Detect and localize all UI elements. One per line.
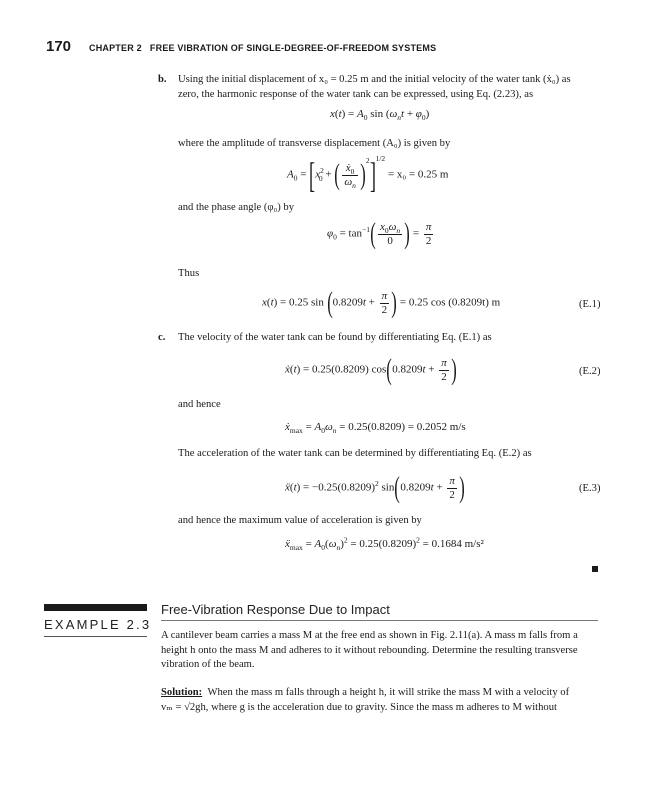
- example-body-line3: vibration of the beam.: [161, 659, 255, 670]
- running-head: [89, 43, 436, 53]
- part-b-intro-line2: zero, the harmonic response of the water tank can be expressed, using Eq. (2.23), as: [178, 88, 534, 100]
- end-of-example-mark: [592, 566, 598, 572]
- phase-text: and the phase angle (φ₀) by: [178, 202, 294, 213]
- part-c-intro: The velocity of the water tank can be found by differentiating Eq. (E.1) as: [178, 332, 492, 343]
- solution-label: Solution:: [161, 687, 203, 698]
- equation-amplitude: $A_0 = [x^2_0$ + ( $\frac{ẋ_0}{\omega_n}$ )$^2$]$^{1/2}$ = x₀ = 0.25 m: [287, 153, 449, 195]
- e3-label: (E.3): [579, 483, 601, 494]
- page-number: 170: [46, 38, 72, 55]
- thus-text: Thus: [178, 268, 200, 279]
- equation-e3: ẍ(t) = $-0.25(0.8209)^2$ sin(0.8209t + $\frac{\pi}{2}$ ): [285, 471, 465, 504]
- e2-label: (E.2): [579, 366, 601, 377]
- max-accel-text: and hence the maximum value of acceleration is given by: [178, 515, 422, 526]
- equation-amax: ẍ$_{max}$ = $A_0(\omega_n)^2 = 0.25(0.8209)^2 = 0.1684$ m/s²: [285, 535, 484, 553]
- solution-text-1: When the mass m falls through a height h, it will strike the mass M with a velocity of: [207, 687, 570, 698]
- part-c-label: c.: [158, 332, 166, 343]
- solution-line1: [161, 686, 601, 701]
- vmax-value: = 0.25(0.8209) = 0.2052 m/s: [339, 421, 466, 433]
- equation-e1: x(t) = 0.25 sin (0.8209t + $\frac{\pi}{2}$ ) = 0.25 cos (0.8209t) m: [262, 286, 501, 319]
- part-b-intro-line1: Using the initial displacement of x₀ = 0.25 m and the initial velocity of the water tank (ẋ₀) as: [178, 74, 571, 85]
- accel-intro: The acceleration of the water tank can be determined by differentiating Eq. (E.2) as: [178, 448, 532, 459]
- chapter-title: FREE VIBRATION OF SINGLE-DEGREE-OF-FREEDOM SYSTEMS: [149, 43, 437, 53]
- amplitude-value: = x₀ = 0.25 m: [387, 168, 449, 181]
- equation-phase-angle: $\varphi_0 = \tan^{-1}$( $\frac{x_0\omega_n}{0}$ ) = $\frac{\pi}{2}$: [327, 217, 432, 250]
- chapter-label: CHAPTER 2: [89, 43, 142, 53]
- part-b-intro: [178, 73, 598, 102]
- equation-harmonic-response: $x(t) = A_0$ $\sin (\omega_nt + \varphi_0)$: [330, 108, 430, 123]
- equation-e2: ẋ(t) = 0.25(0.8209) cos(0.8209t + $\frac{\pi}{2}$ ): [285, 353, 457, 386]
- part-b-label: b.: [158, 74, 167, 85]
- equation-vmax: ẋ$_{max}$ = $A_0\omega_n = 0.25(0.8209) = 0.2052$ m/s: [285, 421, 466, 436]
- solution-block: [161, 686, 601, 715]
- amax-value: = 0.1684 m/s²: [422, 538, 484, 550]
- example-title-rule: [161, 620, 598, 621]
- example-bar: [44, 604, 147, 611]
- example-title: Free-Vibration Response Due to Impact: [161, 602, 390, 617]
- example-label-rule: [44, 636, 147, 637]
- e1-label: (E.1): [579, 299, 601, 310]
- amplitude-text: where the amplitude of transverse displacement (A₀) is given by: [178, 138, 451, 149]
- solution-line2: vₘ = √2gh, where g is the acceleration due to gravity. Since the mass m adheres to M without: [161, 701, 557, 713]
- e1-value: = 0.25 cos (0.8209t) m: [399, 296, 501, 309]
- example-body-line2: height h onto the mass M and adheres to it without rebounding. Determine the resulting transverse: [161, 644, 578, 656]
- and-hence-text: and hence: [178, 399, 221, 410]
- example-label: EXAMPLE 2.3: [44, 617, 152, 632]
- example-body-line1: A cantilever beam carries a mass M at the free end as shown in Fig. 2.11(a). A mass m falls from a: [161, 630, 578, 641]
- example-body: [161, 629, 601, 673]
